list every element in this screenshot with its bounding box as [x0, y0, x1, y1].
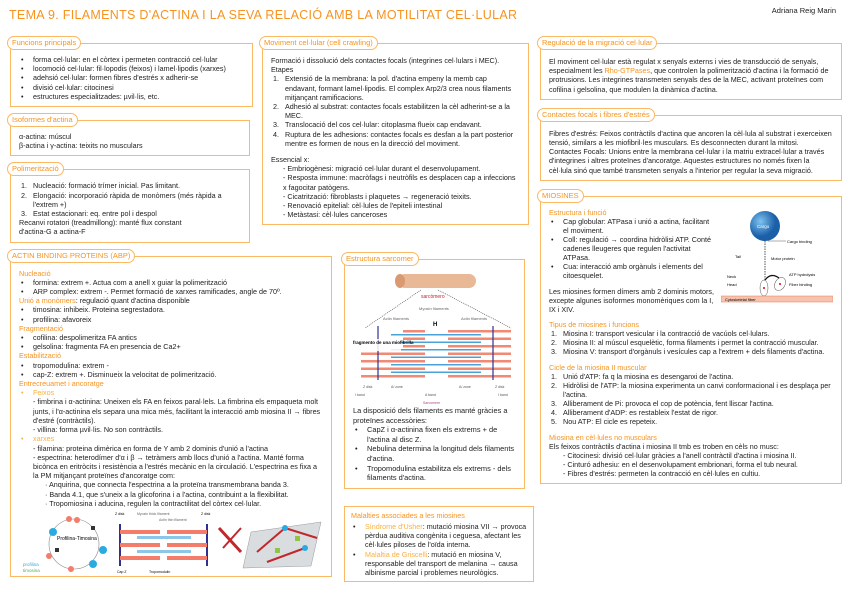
abp-figures: [19, 510, 323, 574]
svg-text:I band: I band: [498, 393, 508, 397]
text-line: - espectrina: heterodímer d'α i β → tetràmers amb llocs d'unió a l'actina. Manté forma bicònca en eritròcits i resistència a l'estrés mecànic en la circulació. L'espectrina es fixa a la PM mitjançant proteïnes d'ancoratge com:: [33, 452, 317, 481]
svg-text:Actin filaments: Actin filaments: [383, 316, 410, 321]
subheading: Nucleació: [19, 268, 51, 278]
svg-text:Neck: Neck: [727, 273, 737, 279]
list-item: • Malaltia de Griscelli: mutació en miosina V, responsable del transport de melanina → causa albinisme parcial i problemes neurològics.: [351, 550, 527, 578]
highlight: Rho-GTPases: [604, 66, 651, 76]
svg-text:Head: Head: [727, 281, 737, 287]
actin-filament: [448, 353, 511, 356]
svg-text:ATP hydrolysis: ATP hydrolysis: [789, 271, 816, 277]
actin-filament: [403, 368, 425, 371]
svg-text:Z disk: Z disk: [115, 511, 125, 516]
list-item: • forma cel·lular: en el còrtex i permeten contracció cel·lular: [19, 55, 244, 64]
actin-filament: [361, 360, 403, 363]
text-line: β-actina i γ-actina: teixits no musculars: [19, 141, 143, 151]
svg-text:Sarcomere: Sarcomere: [423, 401, 441, 405]
list-item: • CapZ i α-actinina fixen els extrems + de l'actina al disc Z.: [353, 425, 516, 444]
svg-text:Z disk: Z disk: [201, 511, 211, 516]
profilin-cycle-figure: [23, 516, 107, 573]
list-item: • xarxes: [19, 434, 323, 443]
svg-text:timosina: timosina: [23, 567, 40, 573]
myosin-filament: [391, 334, 481, 336]
text-paragraph: El moviment cel·lular està regulat x senyals externs i vies de transducció de senyals, especialment les Rho-GTPases, que controlen la polimerització d'actina i la formació de protrusions. Les integrines transmeten senyals des de la MEC, activant proteïnes com cofilina i gelsolina, que modulen la dinàmica d'actina.: [549, 57, 829, 94]
svg-text:fragmento de una miofibrilla: fragmento de una miofibrilla: [353, 340, 414, 345]
actin-filament: [403, 375, 425, 378]
list-item: • cofilina: despolimeritza FA antics: [19, 333, 323, 342]
spectrin-network-figure: [219, 522, 321, 568]
page-title: TEMA 9. FILAMENTS D'ACTINA I LA SEVA RELACIÓ AMB LA MOTILITAT CEL·LULAR: [9, 8, 518, 22]
actin-filament: [448, 338, 511, 341]
miosines-box: [540, 190, 842, 484]
text-line: - Resposta immune: macròfags i neutròfils es desplacen cap a infeccions x fagocitar patògens.: [283, 173, 516, 192]
svg-text:Fiber binding: Fiber binding: [789, 281, 813, 287]
list-item: • Síndrome d'Usher: mutació miosina VII → provoca pèrdua auditiva congènita i ceguesa, afectant les cèl·lules piloses de l'oïda interna.: [351, 522, 527, 550]
regulacio-heading: Regulació de la migració cel·lular: [537, 36, 657, 50]
list-item: 4. Alliberament d'ADP: es restableix l'estat de rigor.: [551, 407, 718, 417]
text-line: - Cicatrització: fibroblasts i plaquetes → regeneració teixits.: [283, 191, 472, 201]
svg-text:Actin thin filament: Actin thin filament: [159, 517, 187, 522]
list-item: • Cap globular: ATPasa i unió a actina, facilitant el moviment.: [549, 217, 715, 235]
list-item: • Feixos: [19, 388, 323, 397]
svg-text:I band: I band: [355, 393, 365, 397]
svg-text:A/ zone: A/ zone: [391, 385, 403, 389]
list-item: 1. Miosina I: transport vesicular i la contracció de vacúols cel·lulars.: [551, 328, 770, 338]
actin-filament: [448, 368, 511, 371]
list-item: • locomoció cel·lular: fil·lopodis (feixos) i lamel·lipodis (xarxes): [19, 64, 244, 73]
abp-heading: ACTIN BINDING PROTEINS (ABP): [7, 249, 135, 263]
actin-filament: [448, 375, 511, 378]
svg-text:Motor protein: Motor protein: [771, 255, 795, 261]
malalties-box: [344, 506, 534, 582]
list-item: • profilina: afavoreix: [19, 315, 323, 324]
actin-filament: [403, 345, 425, 348]
list-item: 5. Nou ATP: El cicle es repeteix.: [551, 416, 658, 426]
svg-text:sarcòmero: sarcòmero: [421, 294, 445, 300]
svg-text:Myosin thick filament: Myosin thick filament: [137, 511, 170, 516]
list-item: • cap-Z: extrem +. Disminueix la velocitat de polimerització.: [19, 370, 323, 379]
svg-text:A/ zone: A/ zone: [459, 385, 471, 389]
actin-filament: [403, 330, 425, 333]
svg-text:Z disk: Z disk: [495, 385, 505, 389]
text-line: - fimbrina i α-actinina: Uneixen els FA en feixos paral·lels. La fimbrina els empaqueta molt junts, i l'α-actinina els separa una mica més, facilitant la interacció amb miosina II → fibres d'estré (contràctils).: [33, 397, 321, 425]
list-item: 3. Miosina V: transport d'orgànuls i vesícules cap a l'extrem + dels filaments d'actina.: [551, 346, 825, 356]
myosin-filament: [391, 364, 481, 366]
list-item: • formina: extrem +. Actua com a anell x guiar la polimerització: [19, 278, 323, 287]
actin-filament: [403, 360, 425, 363]
list-item: • Nebulina determina la longitud dels filaments d'actina.: [353, 444, 516, 463]
list-item: 2. Adhesió al substrat: contactes focals estabilitzen la cèl adherint-se a la MEC.: [273, 102, 510, 121]
actin-filament: [403, 353, 425, 356]
text-line: - Cinturó adhesiu: en el desenvolupament embrionari, forma el tub neural.: [563, 459, 798, 469]
list-item: • adehsió cel·lular: formen fibres d'estrés x adherir-se: [19, 73, 244, 82]
list-item: 2. Elongació: incorporació ràpida de monòmers (més ràpida a l'extrem +): [21, 190, 222, 209]
text-line: Les miosines formen dímers amb 2 dominis motors, excepte algunes isoformes monomèriques com la I, IX i XIV.: [549, 286, 714, 314]
list-item: 1. Unió d'ATP: fa q la miosina es desenganxi de l'actina.: [551, 371, 734, 381]
list-item: • timosina: inhibeix. Proteina segrestadora.: [19, 305, 323, 314]
svg-text:Tail: Tail: [735, 253, 742, 259]
polimeritzacio-box: [10, 164, 250, 242]
myosin-filament: [391, 357, 481, 359]
list-item: • tropomodulina: extrem -: [19, 361, 323, 370]
subheading: Estructura i funció: [549, 207, 607, 217]
svg-text:A band: A band: [425, 393, 436, 397]
text-line: · Tropomiosina i aducina, regulen la contractilitat del còrtex cel·lular.: [45, 498, 262, 508]
fig-label: Profilina-Timosina: [57, 535, 97, 542]
sarcomer-box: [344, 254, 525, 489]
subheading: Tipus de miosines i funcions: [549, 319, 640, 329]
text-line: · Anquirina, que connecta l'espectrina a la proteïna transmembrana banda 3.: [45, 480, 289, 490]
text-line: Formació i dissolució dels contactes focals (integrines cel·lulars i MEC).: [271, 56, 500, 65]
list-item: 4. Ruptura de les adhesions: contactes focals es desfan a la part posterior mentre es formen de nous en la direcció del moviment.: [273, 129, 514, 148]
regulacio-box: [540, 38, 842, 100]
list-item: 3. Estat estacionari: eq. entre pol i despol: [21, 209, 157, 219]
abp-box: [10, 250, 332, 577]
actin-filament: [361, 368, 403, 371]
svg-text:H: H: [433, 322, 438, 328]
svg-text:Actin filaments: Actin filaments: [461, 316, 488, 321]
myosin-motor-figure: [721, 208, 833, 306]
text-line: - Embriogènesi: migració cel·lular durant el desenvolupament.: [283, 164, 481, 174]
right-column: [540, 38, 842, 484]
list-item: • estructures especialitzades: µvil·lis, etc.: [19, 92, 244, 101]
text-line: - Citocinesi: divisió cel·lular gràcies a l'anell contràctil d'actina i miosina II.: [563, 450, 797, 460]
malalties-heading: Malalties associades a les miosines: [351, 511, 465, 520]
myosin-filament: [391, 349, 481, 351]
svg-text:Myosin filaments: Myosin filaments: [419, 306, 449, 311]
actin-filament: [361, 375, 403, 378]
subheading: Fragmentació: [19, 323, 63, 333]
author: Adriana Reig Marin: [771, 6, 836, 15]
list-item: • Coll: regulació → coordina hidròlisi ATP. Conté cadenes lleugeres que regulen l'activitat ATPasa.: [549, 235, 715, 262]
moviment-heading: Moviment cel·lular (cell crawling): [259, 36, 378, 50]
sarcomer-heading: Estructura sarcomer: [341, 252, 419, 266]
list-item: • divisió cel·lular: citocinesi: [19, 83, 244, 92]
list-item: • ARP complex: extrem -. Permet formació de xarxes ramificades, angle de 70º.: [19, 287, 323, 296]
list-item: 1. Extensió de la membrana: la pol. d'actina empeny la memb cap endavant, formant lamel·lipodis. El complex Arp2/3 crea nous filaments mitjançant ramificacions.: [273, 74, 512, 102]
text-line: - filamina: proteina dimèrica en forma de Y amb 2 dominis d'unió a l'actina: [33, 443, 268, 453]
contactes-heading: Contactes focals i fibres d'estrés: [537, 108, 655, 122]
svg-text:Z disk: Z disk: [363, 385, 373, 389]
subheading: Miosina en cèl·lules no musculars: [549, 432, 657, 442]
funcions-box: [10, 38, 253, 107]
text-line: Els feixos contràctils d'actina i miosina II tmb es troben en cèls no musc:: [549, 441, 779, 451]
contactes-box: [540, 109, 842, 181]
actin-filament: [361, 353, 403, 356]
actin-filament: [448, 345, 511, 348]
subheading: Estabilització: [19, 351, 61, 361]
text-line: · Banda 4.1, que s'uneix a la glicoforina i a l'actina, contribuint a la flexibilitat.: [45, 489, 289, 499]
text-line: - Fibres d'estrés: permeten la contracció en cèl·lules en cultiu.: [563, 468, 761, 478]
list-item: • Tropomodulina estabilitza els extrems - dels filaments d'actina.: [353, 464, 516, 483]
isoformes-box: [10, 115, 250, 156]
list-item: 2. Hidròlisi de l'ATP: la miosina experimenta un canvi conformacional i es desplaça per l'actina.: [551, 380, 831, 399]
actin-filament: [448, 360, 511, 363]
polimeritzacio-heading: Polimerització: [7, 162, 64, 176]
miosines-heading: MIOSINES: [537, 189, 584, 203]
funcions-heading: Funcions principals: [7, 36, 81, 50]
text-line: - Metàstasi: cèl·lules canceroses: [283, 210, 388, 220]
list-item: 3. Translocació del cos cel·lular: citoplasma flueix cap endavant.: [273, 120, 482, 130]
list-item: 2. Miosina II: al múscul esquelètic, forma filaments i permet la contracció muscular.: [551, 337, 819, 347]
text-paragraph: Fibres d'estrés: Feixos contràctils d'actina que ancoren la cèl·lula al substrat i exerceixen tensió, similars a les miofibril·les musculars. Es desconnecten durant la mitosi.: [549, 128, 832, 148]
text-line: Essencial x:: [271, 155, 310, 165]
moviment-box: [262, 38, 529, 225]
list-item: 1. Nucleació: formació trímer inicial. Pas limitant.: [21, 181, 180, 191]
svg-text:Cargo binding: Cargo binding: [787, 238, 812, 244]
subheading: Cicle de la miosina II muscular: [549, 362, 647, 372]
text-line: - villina: forma µvil·lis. No son contràctils.: [33, 425, 163, 435]
list-item: • gelsolina: fragmenta FA en presencia de Ca2+: [19, 342, 323, 351]
text-line: Unió a monòmers: regulació quant d'actina disponible: [19, 296, 190, 306]
subheading: Entrecreuamet i ancoratge: [19, 379, 104, 389]
myosin-filament: [391, 372, 481, 374]
svg-text:profilina: profilina: [23, 561, 39, 567]
text-line: Recanvi rotatori (treadmillong): manté flux constant: [19, 218, 182, 228]
text-line: α-actina: múscul: [19, 132, 72, 142]
list-item: • Cua: interacció amb orgànuls i elements del citoesquelet.: [549, 262, 715, 280]
text-line: - Renovació epitelial: cèl·lules de l'epiteli intestinal: [283, 201, 443, 211]
svg-text:Cargo: Cargo: [757, 223, 770, 229]
sarcomere-capz-figure: [115, 512, 211, 574]
list-item: 3. Alliberament de Pi: provoca el cop de potència, fent lliscar l'actina.: [551, 398, 774, 408]
svg-text:Cytoskeletal fiber: Cytoskeletal fiber: [725, 296, 756, 302]
svg-text:Cap Z: Cap Z: [117, 569, 127, 574]
text-paragraph: Contactes Focals: Unions entre la membrana cel·lular i la matriu extracel·lular a través d'integrines i altres proteïnes d'ancoratge. Aquestes estructures no només fixen la cèl·lula sinó que també transmeten senyals a l'interior per regular la seva migració.: [549, 147, 825, 175]
actin-filament: [448, 330, 511, 333]
text-line: d'actina-G a actina-F: [19, 227, 86, 237]
isoformes-heading: Isoformes d'actina: [7, 113, 78, 127]
text-line: La disposició dels filaments es manté gràcies a proteïnes accessòries:: [353, 406, 508, 425]
text-line: Etapes: [271, 65, 294, 75]
sarcomere-figure: [353, 268, 516, 406]
svg-text:Tropomodulin: Tropomodulin: [149, 569, 171, 574]
